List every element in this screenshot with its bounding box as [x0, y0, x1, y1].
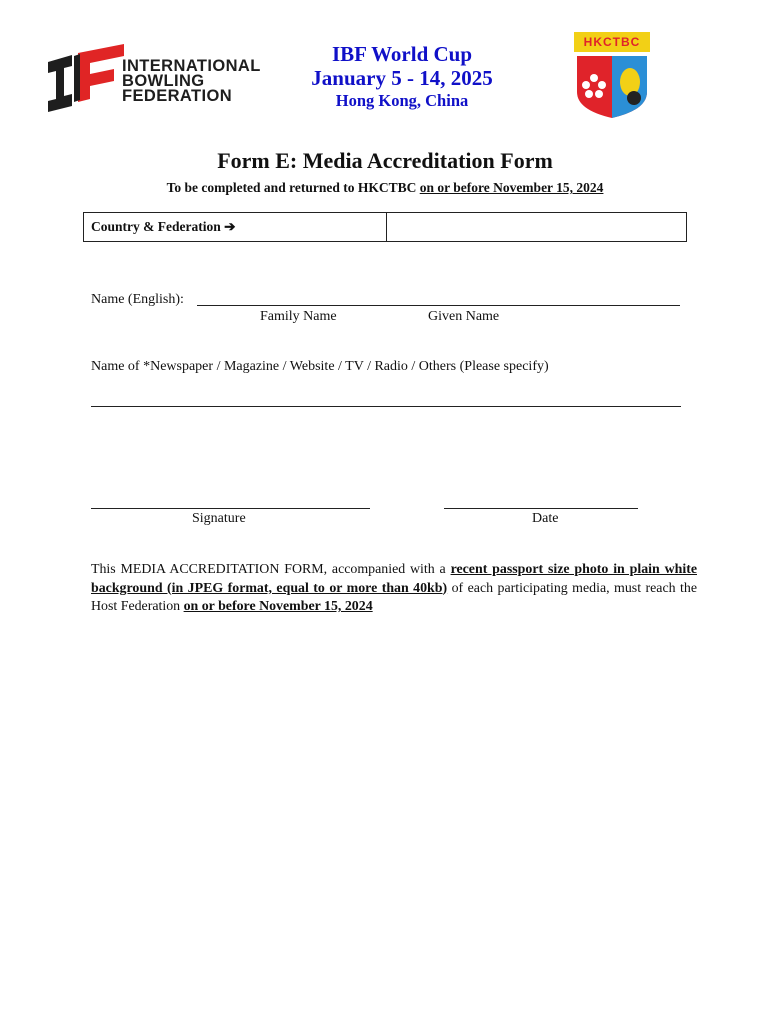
family-name-caption: Family Name [260, 309, 337, 324]
name-english-input-line[interactable] [197, 305, 680, 306]
event-location: Hong Kong, China [335, 91, 469, 110]
media-name-label: Name of *Newspaper / Magazine / Website / TV / Radio / Others (Please specify) [91, 359, 549, 374]
country-federation-label: Country & Federation ➔ [84, 213, 387, 241]
country-federation-input[interactable] [387, 213, 686, 241]
date-caption: Date [532, 511, 559, 526]
form-title: Form E: Media Accreditation Form [217, 148, 553, 173]
closing-text-1: This MEDIA ACCREDITATION FORM, accompanied with a [91, 562, 451, 577]
hkctbc-logo [572, 30, 652, 120]
event-header [296, 42, 508, 112]
signature-caption: Signature [192, 511, 246, 526]
ibf-logo-line2: BOWLING [122, 72, 205, 90]
form-subtitle-prefix: To be completed and returned to HKCTBC [166, 180, 420, 195]
event-dates: January 5 - 14, 2025 [311, 66, 493, 90]
form-subtitle [0, 180, 770, 196]
hkctbc-logo-text: HKCTBC [583, 35, 641, 49]
ibf-mark-icon [46, 44, 126, 118]
event-title: IBF World Cup [331, 42, 473, 66]
signature-line[interactable] [91, 508, 370, 509]
closing-paragraph [91, 561, 697, 617]
closing-photo-requirement: recent passport size photo in plain white background (in JPEG format, equal to or more than 40kb) [91, 562, 697, 596]
given-name-caption: Given Name [428, 309, 500, 324]
closing-deadline: on or before November 15, 2024 [183, 599, 373, 614]
date-line[interactable] [444, 508, 638, 509]
ibf-logo-line3: FEDERATION [122, 87, 233, 105]
country-federation-row [83, 212, 687, 242]
closing-text-2: of each participating media, must reach the Host Federation [91, 580, 698, 614]
media-name-input-line[interactable] [91, 406, 681, 407]
ibf-logo [46, 44, 296, 118]
ibf-logo-line1: INTERNATIONAL [122, 57, 261, 75]
form-subtitle-deadline: on or before November 15, 2024 [419, 180, 604, 195]
name-english-label: Name (English): [91, 292, 184, 307]
